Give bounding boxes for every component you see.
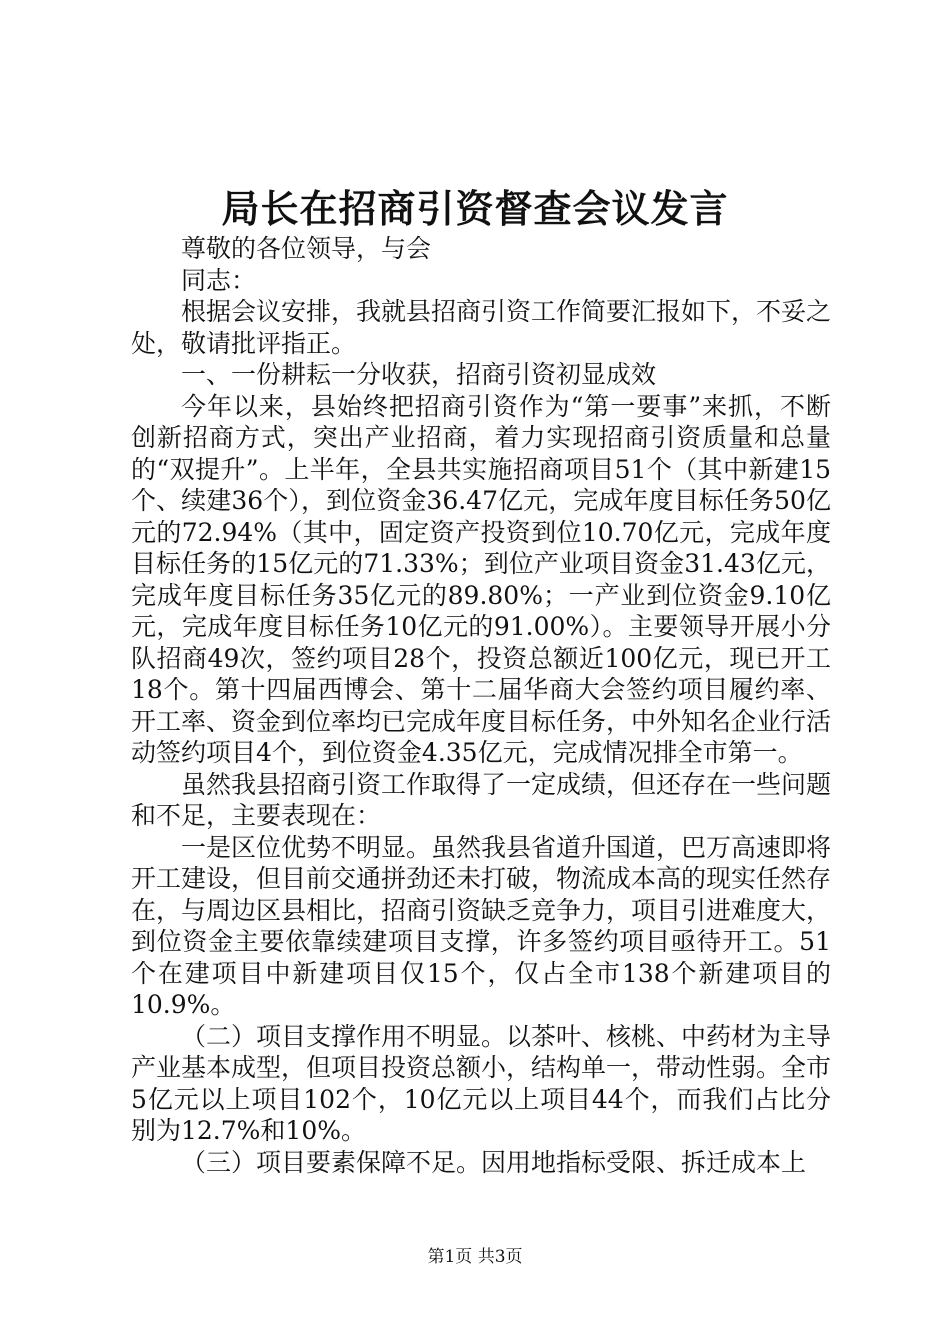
document-body bbox=[131, 233, 831, 1178]
paragraph-problem-2: （二）项目支撑作用不明显。以茶叶、核桃、中药材为主导产业基本成型，但项目投资总额小，结构单一，带动性弱。全市5亿元以上项目102个，10亿元以上项目44个，而我们占比分别为12.7%和10%。 bbox=[131, 1021, 832, 1145]
paragraph-problem-1: 一是区位优势不明显。虽然我县省道升国道，巴万高速即将开工建设，但目前交通拼劲还未打破，物流成本高的现实任然存在，与周边区县相比，招商引资缺乏竞争力，项目引进难度大，到位资金主要依靠续建项目支撑，许多签约项目亟待开工。51个在建项目中新建项目仅15个，仅占全市138个新建项目的10.9%。 bbox=[131, 832, 832, 1019]
paragraph-achievements: 今年以来，县始终把招商引资作为“第一要事”来抓，不断创新招商方式，突出产业招商，着力实现招商引资质量和总量的“双提升”。上半年，全县共实施招商项目51个（其中新建15个、续建36个），到位资金36.47亿元，完成年度目标任务50亿元的72.94%（其中，固定资产投资到位10.70亿元，完成年度目标任务的15亿元的71.33%；到位产业项目资金31.43亿元，完成年度目标任务35亿元的89.80%；一产业到位资金9.10亿元，完成年度目标任务10亿元的91.00%）。主要领导开展小分队招商49次，签约项目28个，投资总额近100亿元，现已开工18个。第十四届西博会、第十二届华商大会签约项目履约率、开工率、资金到位率均已完成年度目标任务，中外知名企业行活动签约项目4个，到位资金4.35亿元，完成情况排全市第一。 bbox=[131, 391, 832, 767]
document-title: 局长在招商引资督查会议发言 bbox=[221, 186, 729, 231]
paragraph-problem-3: （三）项目要素保障不足。因用地指标受限、拆迁成本上 bbox=[181, 1147, 807, 1177]
page-footer: 第1页 共3页 bbox=[427, 1247, 523, 1267]
paragraph-greeting: 尊敬的各位领导，与会 bbox=[181, 234, 432, 263]
paragraph-intro: 根据会议安排，我就县招商引资工作简要汇报如下，不妥之处，敬请批评指正。 bbox=[131, 297, 832, 358]
paragraph-problems-intro: 虽然我县招商引资工作取得了一定成绩，但还存在一些问题和不足，主要表现在： bbox=[131, 769, 832, 830]
paragraph-greeting-cont: 同志： bbox=[181, 265, 257, 295]
section-heading-1: 一、一份耕耘一分收获，招商引资初显成效 bbox=[181, 360, 657, 389]
